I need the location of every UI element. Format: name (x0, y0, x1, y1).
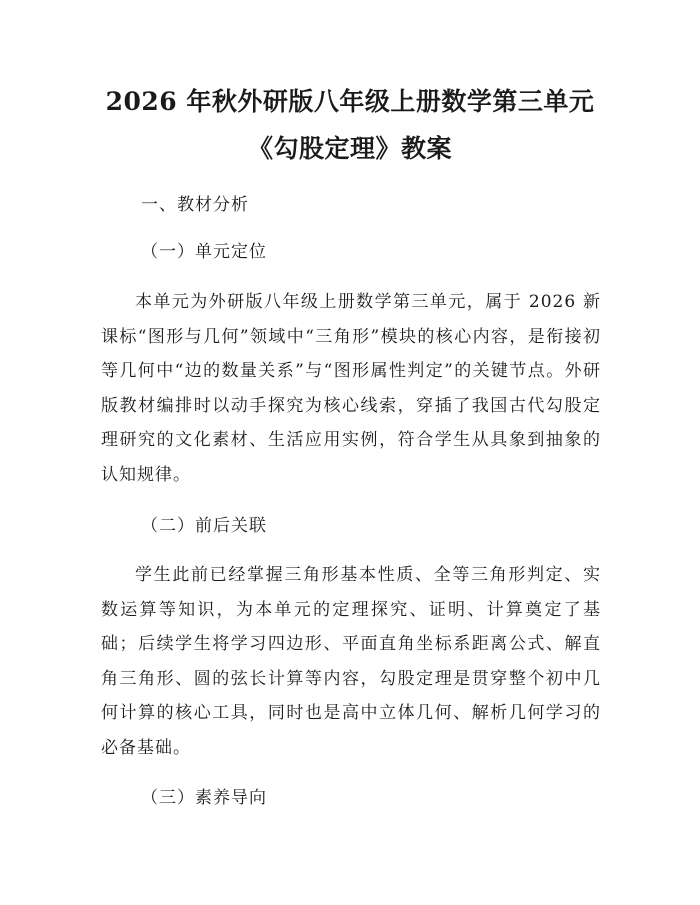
paragraph-connections: 学生此前已经掌握三角形基本性质、全等三角形判定、实数运算等知识，为本单元的定理探究、证明、计算奠定了基础；后续学生将学习四边形、平面直角坐标系距离公式、解直角三角形、圆的弦长计算等内容，勾股定理是贯穿整个初中几何计算的核心工具，同时也是高中立体几何、解析几何学习的必备基础。 (101, 565, 601, 758)
subsection-heading-literacy-orientation: （三）素养导向 (141, 788, 267, 808)
document-title-line-2: 《勾股定理》教案 (247, 134, 452, 163)
document-title-line-1: 2026 年秋外研版八年级上册数学第三单元 (105, 87, 595, 116)
section-heading-textbook-analysis: 一、教材分析 (141, 195, 249, 215)
subsection-heading-connections: （二）前后关联 (141, 516, 267, 536)
paragraph-unit-positioning: 本单元为外研版八年级上册数学第三单元，属于 2026 新课标“图形与几何”领域中“三角形”模块的核心内容，是衔接初等几何中“边的数量关系”与“图形属性判定”的关键节点。外研版教材编排时以动手探究为核心线索，穿插了我国古代勾股定理研究的文化素材、生活应用实例，符合学生从具象到抽象的认知规律。 (101, 292, 601, 485)
subsection-heading-unit-positioning: （一）单元定位 (141, 242, 267, 262)
